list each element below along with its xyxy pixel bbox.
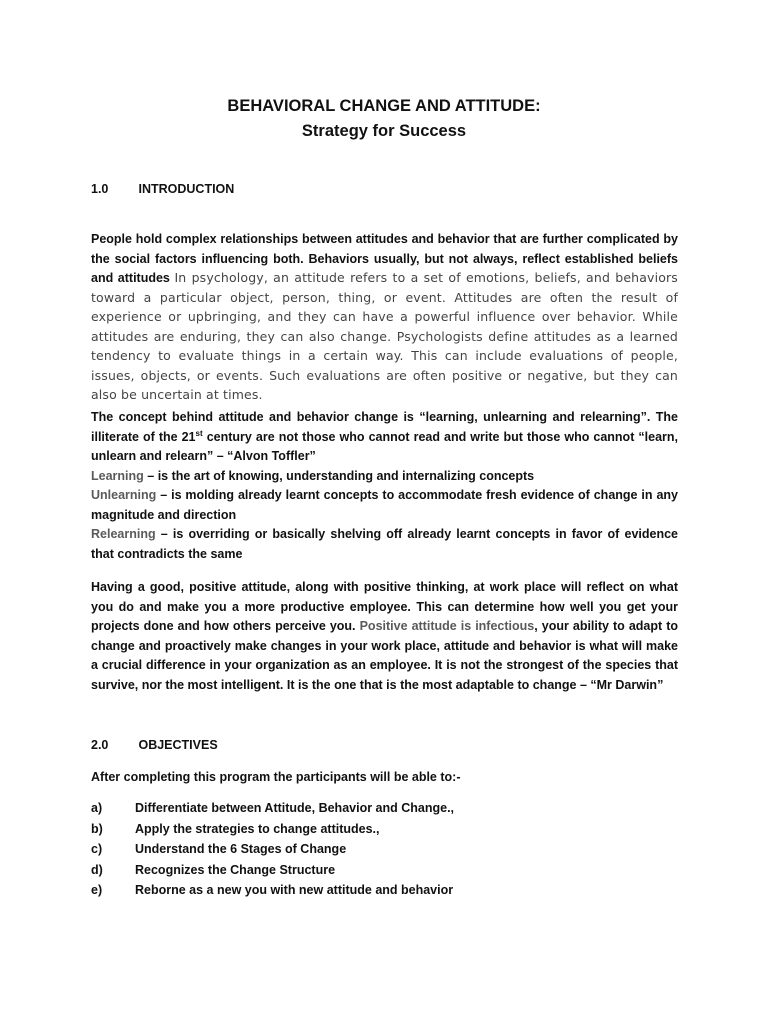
section-heading-objectives xyxy=(91,738,218,752)
attitude-text-a: Having a good, positive attitude, along with positive thinking, at work place will reflect on what you do and make you a more productive employee. This can determine how well you get your projects done and how others perceive you. xyxy=(91,580,678,633)
section-title: INTRODUCTION xyxy=(138,182,235,196)
definition-learning-text: – is the art of knowing, understanding and internalizing concepts xyxy=(147,468,535,483)
list-item-text: Understand the 6 Stages of Change xyxy=(135,842,347,856)
intro-bold-text: People hold complex relationships between attitudes and behavior that are further complicated by the social factors influencing both. Behaviors usually, but not always, reflect established beliefs and attitudes xyxy=(91,232,678,285)
list-item-text: Reborne as a new you with new attitude and behavior xyxy=(135,883,454,897)
definition-relearning xyxy=(91,525,678,564)
term-relearning: Relearning xyxy=(91,527,156,541)
section-number: 1.0 xyxy=(91,182,109,196)
list-marker: e) xyxy=(91,883,103,897)
list-item-text: Recognizes the Change Structure xyxy=(135,862,336,877)
objectives-list xyxy=(91,798,454,901)
definition-unlearning-text: – is molding already learnt concepts to accommodate fresh evidence of change in any magnitude and direction xyxy=(91,488,678,522)
list-marker: c) xyxy=(91,842,103,856)
intro-light-text: In psychology, an attitude refers to a set of emotions, beliefs, and behaviors toward a particular object, person, thing, or event. Attitudes are often the result of experience or upbringing, and they can have a powerful influence over behavior. While attitudes are enduring, they can also change. Psychologists define attitudes as a learned tendency to evaluate things in a certain way. This can include evaluations of people, issues, objects, or events. Such evaluations are often positive or negative, but they can also be uncertain at times. xyxy=(91,270,678,402)
attitude-paragraph xyxy=(91,578,678,695)
section-number: 2.0 xyxy=(91,738,109,752)
list-marker: b) xyxy=(91,821,103,836)
list-item-text: Apply the strategies to change attitudes., xyxy=(135,821,380,836)
intro-paragraph xyxy=(91,230,678,406)
concept-text-a: The concept behind attitude and behavior change is xyxy=(91,410,414,424)
term-learning: Learning xyxy=(91,468,144,483)
concept-quote: “learning, unlearning and relearning” xyxy=(419,410,647,424)
list-marker: a) xyxy=(91,801,103,815)
attitude-text-b: , your ability to adapt to change and proactively make changes in your work place, attitude and behavior is what will make a crucial difference in your organization as an employee. It is not the strongest of the species that survive, nor the most intelligent. It is the one that is the most adaptable to change – “Mr Darwin” xyxy=(91,619,679,692)
section-heading-introduction xyxy=(91,182,234,196)
section-title: OBJECTIVES xyxy=(138,738,218,752)
list-item xyxy=(91,880,454,901)
objectives-lead: After completing this program the participants will be able to:- xyxy=(91,770,461,784)
definition-learning xyxy=(91,467,678,487)
definition-relearning-text: – is overriding or basically shelving off already learnt concepts in favor of evidence that contradicts the same xyxy=(91,527,678,561)
attitude-highlight: Positive attitude is infectious xyxy=(359,619,535,633)
list-item xyxy=(91,798,454,819)
concept-text-c: century are not those who cannot read and write but those who cannot “learn, unlearn and relearn” – “Alvon Toffler” xyxy=(91,429,678,463)
concept-paragraph xyxy=(91,408,678,564)
term-unlearning: Unlearning xyxy=(91,488,157,502)
concept-superscript: st xyxy=(195,428,203,438)
definition-unlearning xyxy=(91,486,678,525)
list-item xyxy=(91,860,454,881)
list-item-text: Differentiate between Attitude, Behavior and Change., xyxy=(135,801,455,815)
document-title: BEHAVIORAL CHANGE AND ATTITUDE: xyxy=(227,97,541,115)
document-subtitle: Strategy for Success xyxy=(301,122,467,140)
list-marker: d) xyxy=(91,862,103,877)
list-item xyxy=(91,819,454,840)
concept-text-b: . The illiterate of the 21 xyxy=(91,410,678,444)
list-item xyxy=(91,839,454,860)
